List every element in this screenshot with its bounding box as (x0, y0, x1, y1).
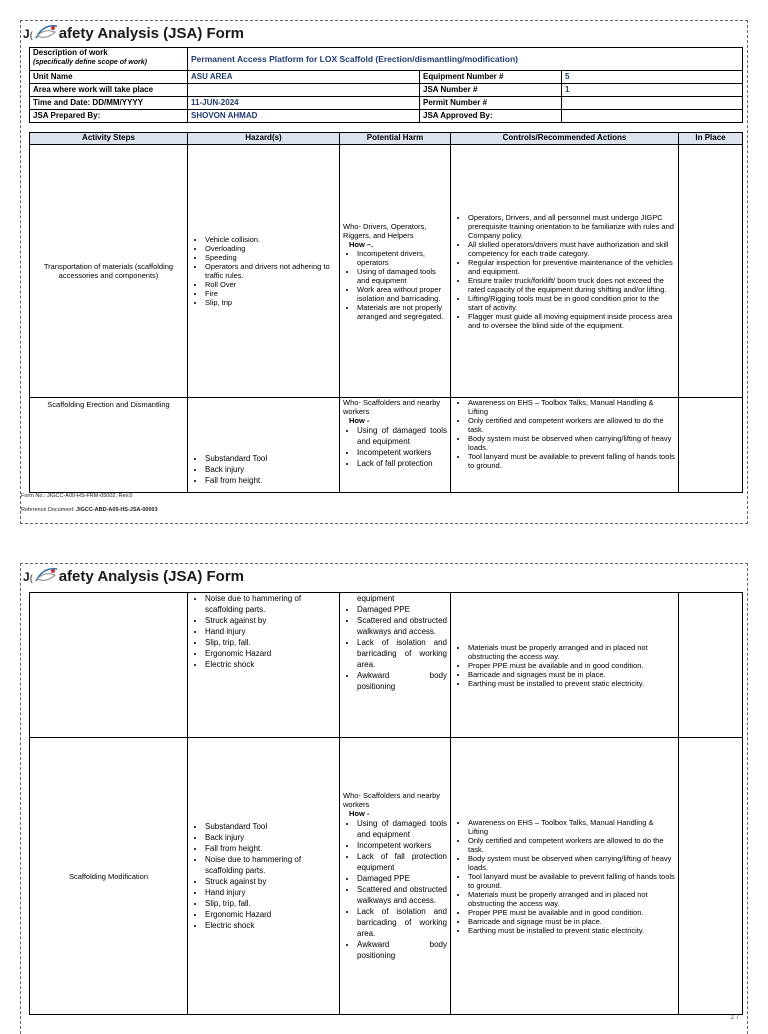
company-logo-icon (33, 22, 59, 42)
form-number: Form No.: JIGCC-A00-HS-FRM-05002, Rev.0 (21, 493, 133, 499)
time-date-label: Time and Date: DD/MM/YYYY (30, 97, 188, 110)
table-row (30, 593, 743, 738)
time-date-value: 11-JUN-2024 (188, 97, 420, 110)
list-item: • Lack of isolation and barricading of working area. (357, 637, 447, 670)
list-item: • Ergonomic Hazard (205, 648, 336, 659)
list-item: • Proper PPE must be available and in good condition. (468, 661, 675, 670)
list-item: • Operators, Drivers, and all personnel must undergo JIGPC prerequisite training orientation to be familiarize with rules and Company policy. (468, 213, 675, 240)
hazards-cell (188, 145, 340, 398)
harm-who: Who- Scaffolders and nearby workers (343, 791, 440, 809)
jsa-activity-table-continued (29, 592, 743, 1015)
controls-list (454, 213, 675, 330)
list-item: • Slip, trip, fall. (205, 898, 336, 909)
in-place-cell (679, 738, 743, 1015)
in-place-cell (679, 398, 743, 493)
list-item: • Fall from height. (205, 475, 336, 486)
list-item: • Hand injury (205, 626, 336, 637)
permit-number-label: Permit Number # (420, 97, 562, 110)
in-place-cell (679, 145, 743, 398)
list-item: • Awareness on EHS – Toolbox Talks, Manual Handling & Lifting (468, 398, 675, 416)
list-item: • Barricade and signages must be in place. (468, 670, 675, 679)
hazard-list (191, 235, 336, 307)
list-item: • Back injury (205, 464, 336, 475)
list-item: • Awkward body positioning (357, 670, 447, 692)
list-item: • Earthing must be installed to prevent static electricity. (468, 679, 675, 688)
hazard-list (191, 821, 336, 931)
list-item: • Incompetent drivers, operators (357, 249, 447, 267)
jsa-number-value: 1 (562, 84, 743, 97)
table-row (30, 738, 743, 1015)
list-item: • Incompetent workers (357, 447, 447, 458)
controls-cell (451, 738, 679, 1015)
col-in-place: In Place (679, 133, 743, 145)
list-item: • Awkward body positioning (357, 939, 447, 961)
harm-cell (340, 593, 451, 738)
list-item: • Vehicle collision. (205, 235, 336, 244)
hazard-list (191, 453, 336, 486)
jsa-header-table (29, 47, 743, 123)
harm-list (343, 604, 447, 692)
equipment-number-value: 5 (562, 71, 743, 84)
company-logo-icon (33, 565, 59, 585)
list-item: • Scattered and obstructed walkways and access. (357, 615, 447, 637)
activity-cell: Scaffolding Modification (30, 738, 188, 1015)
jsa-number-label: JSA Number # (420, 84, 562, 97)
harm-how: How –. (349, 239, 374, 249)
table-row (30, 398, 743, 493)
controls-list (454, 818, 675, 935)
form-title: J( afety Analysis (JSA) Form (23, 22, 244, 42)
list-item: • Slip, trip, fall. (205, 637, 336, 648)
list-item: • Regular inspection for preventive maintenance of the vehicles and equipment. (468, 258, 675, 276)
controls-list (454, 643, 675, 688)
list-item: • Scattered and obstructed walkways and access. (357, 884, 447, 906)
unit-name-value: ASU AREA (188, 71, 420, 84)
list-item: • Overloading (205, 244, 336, 253)
list-item: • Noise due to hammering of scaffolding parts. (205, 854, 336, 876)
harm-list (343, 818, 447, 961)
list-item: • Fall from height. (205, 843, 336, 854)
list-item: • Lifting/Rigging tools must be in good condition prior to the start of activity. (468, 294, 675, 312)
controls-list (454, 398, 675, 470)
activity-cell (30, 593, 188, 738)
reference-document: Reference Document: JIGCC-ABD-A05-HS-JSA-00003 (21, 507, 158, 513)
col-hazards: Hazard(s) (188, 133, 340, 145)
list-item: • Proper PPE must be available and in good condition. (468, 908, 675, 917)
description-value: Permanent Access Platform for LOX Scaffold (Erection/dismantling/modification) (188, 48, 743, 71)
list-item: • Noise due to hammering of scaffolding parts. (205, 593, 336, 615)
col-controls: Controls/Recommended Actions (451, 133, 679, 145)
harm-cell (340, 738, 451, 1015)
approved-by-value (562, 110, 743, 123)
list-item: • Speeding (205, 253, 336, 262)
controls-cell (451, 398, 679, 493)
hazard-list (191, 593, 336, 670)
prepared-by-label: JSA Prepared By: (30, 110, 188, 123)
list-item: • Roll Over (205, 280, 336, 289)
list-item: • Incompetent workers (357, 840, 447, 851)
controls-cell (451, 593, 679, 738)
in-place-cell (679, 593, 743, 738)
harm-how: How - (349, 416, 370, 425)
harm-list (343, 249, 447, 321)
hazards-cell (188, 398, 340, 493)
form-title: J( afety Analysis (JSA) Form (23, 565, 244, 585)
harm-list (343, 425, 447, 469)
list-item: • Using of damaged tools and equipment (357, 818, 447, 840)
list-item: • Struck against by (205, 876, 336, 887)
harm-cell (340, 398, 451, 493)
list-item: • Lack of fall protection equipment (357, 851, 447, 873)
list-item: • Substandard Tool (205, 453, 336, 464)
harm-who: Who- Drivers, Operators, Riggers, and Helpers (343, 221, 427, 240)
list-item: • Tool lanyard must be available to prevent falling of hands tools to ground. (468, 872, 675, 890)
list-item: • Lack of fall protection (357, 458, 447, 469)
list-item: • Only certified and competent workers are allowed to do the task. (468, 416, 675, 434)
list-item: • Tool lanyard must be available to prevent falling of hands tools to ground. (468, 452, 675, 470)
form-page-2 (20, 563, 748, 1034)
area-value (188, 84, 420, 97)
list-item: • Back injury (205, 832, 336, 843)
table-row (30, 145, 743, 398)
permit-number-value (562, 97, 743, 110)
list-item: • Fire (205, 289, 336, 298)
approved-by-label: JSA Approved By: (420, 110, 562, 123)
harm-how: How - (349, 809, 370, 818)
list-item: • Earthing must be installed to prevent static electricity. (468, 926, 675, 935)
harm-cell (340, 145, 451, 398)
list-item: • Electric shock (205, 659, 336, 670)
controls-cell (451, 145, 679, 398)
list-item: • Damaged PPE (357, 604, 447, 615)
form-page-1 (20, 20, 748, 524)
equipment-number-label: Equipment Number # (420, 71, 562, 84)
list-item: • Electric shock (205, 920, 336, 931)
description-label: Description of work (specifically define scope of work) (30, 48, 188, 71)
list-item: • Hand injury (205, 887, 336, 898)
list-item: • Body system must be observed when carrying/lifting of heavy loads. (468, 434, 675, 452)
list-item: • All skilled operators/drivers must have authorization and skill competency for each trade category. (468, 240, 675, 258)
col-potential-harm: Potential Harm (340, 133, 451, 145)
hazards-cell (188, 593, 340, 738)
list-item: • Damaged PPE (357, 873, 447, 884)
list-item: • Materials must be properly arranged and in placed not obstructing the access way. (468, 890, 675, 908)
hazards-cell (188, 738, 340, 1015)
list-item: • Substandard Tool (205, 821, 336, 832)
list-item: • Body system must be observed when carrying/lifting of heavy loads. (468, 854, 675, 872)
list-item: • Ensure trailer truck/forklift/ boom truck does not exceed the rated capacity of the equipment during shifting and/or lifting. (468, 276, 675, 294)
list-item: • Flagger must guide all moving equipment inside process area and to oversee the blind side of the equipment. (468, 312, 675, 330)
list-item: • Materials are not properly arranged and segregated. (357, 303, 447, 321)
activity-cell: Transportation of materials (scaffolding accessories and components) (30, 145, 188, 398)
col-activity-steps: Activity Steps (30, 133, 188, 145)
page-number: 2 7 (730, 1015, 739, 1021)
unit-name-label: Unit Name (30, 71, 188, 84)
area-label: Area where work will take place (30, 84, 188, 97)
list-item: • Slip, trip (205, 298, 336, 307)
list-item: • Struck against by (205, 615, 336, 626)
harm-who: Who- Scaffolders and nearby workers (343, 398, 440, 416)
prepared-by-value: SHOVON AHMAD (188, 110, 420, 123)
list-item: • Ergonomic Hazard (205, 909, 336, 920)
list-item: • Barricade and signage must be in place. (468, 917, 675, 926)
jsa-activity-table (29, 132, 743, 493)
list-item: • Work area without proper isolation and barricading. (357, 285, 447, 303)
list-item: • Lack of isolation and barricading of working area. (357, 906, 447, 939)
list-item: • Using of damaged tools and equipment (357, 267, 447, 285)
list-item: • Awareness on EHS – Toolbox Talks, Manual Handling & Lifting (468, 818, 675, 836)
list-item: • Materials must be properly arranged and in placed not obstructing the access way. (468, 643, 675, 661)
list-item: • Operators and drivers not adhering to traffic rules. (205, 262, 336, 280)
activity-cell: Scaffolding Erection and Dismantling (30, 398, 188, 493)
list-item: • Using of damaged tools and equipment (357, 425, 447, 447)
harm-lead: equipment (357, 594, 395, 603)
list-item: • Only certified and competent workers are allowed to do the task. (468, 836, 675, 854)
